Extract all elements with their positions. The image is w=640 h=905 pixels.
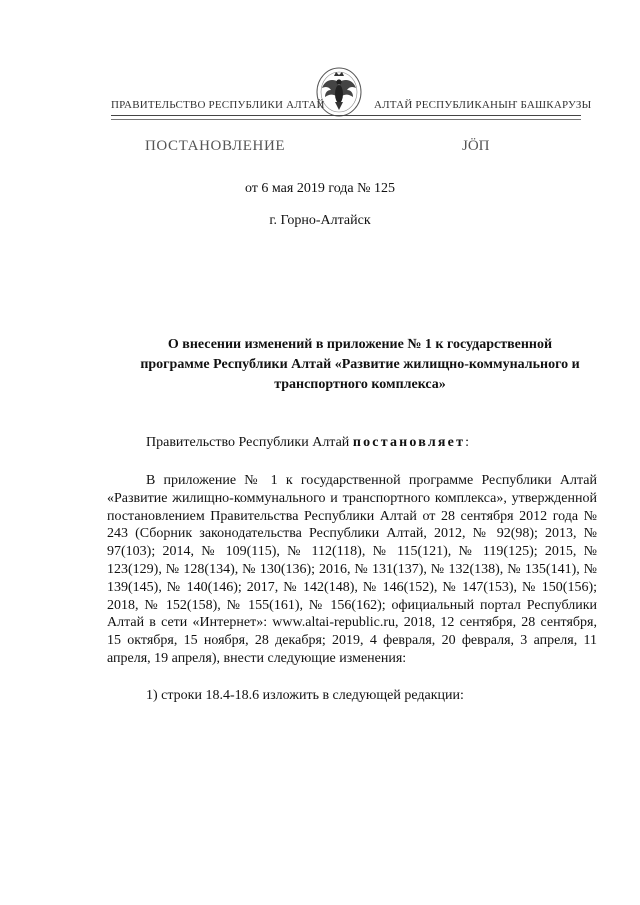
decree-city: г. Горно-Алтайск [269, 213, 371, 228]
amendment-item-1: 1) строки 18.4-18.6 изложить в следующей редакции: [146, 688, 464, 703]
title-line: транспортного комплекса» [274, 377, 446, 392]
resolution-suffix: : [465, 435, 470, 450]
title-line: программе Республики Алтай «Развитие жилищно-коммунального и [140, 357, 580, 372]
title-line: О внесении изменений в приложение № 1 к государственной [167, 337, 553, 352]
decree-date: от 6 мая 2019 года № 125 [244, 181, 396, 196]
header-rule-thin [111, 119, 581, 120]
decree-label-alt: ЈӦП [462, 138, 490, 154]
resolution-verb: постановляет [352, 435, 466, 450]
body-text [107, 472, 597, 668]
decree-label-ru: ПОСТАНОВЛЕНИЕ [145, 138, 286, 154]
resolution-statement [146, 435, 469, 451]
government-name-alt: АЛТАЙ РЕСПУБЛИКАНЫҤ БАШКАРУЗЫ [374, 99, 592, 111]
header-rule [111, 115, 581, 116]
body-paragraph: В приложение № 1 к государственной программе Республики Алтай «Развитие жилищно-коммунального и транспортного комплекса», утвержденной постановлением Правительства Республики Алтай от 28 сентября 2012 года № 243 (Сборник законодательства Республики Алтай, 2012, № 92(98); 2013, № 97(103); 2014, № 109(115), № 112(118), № 115(121), № 119(125); 2015, № 123(129), № 128(134), № 130(136); 2016, № 131(137), № 132(138), № 135(141), № 139(145), № 140(146); 2017, № 142(148), № 146(152), № 147(153), № 150(156); 2018, № 152(158), № 155(161), № 156(162); официальный портал Республики Алтай в сети «Интернет»: www.altai-republic.ru, 2018, 12 сентября, 28 сентября, 15 октября, 15 ноября, 28 декабря; 2019, 4 февраля, 20 февраля, 3 апреля, 11 апреля, 19 апреля), внести следующие изменения: [107, 473, 597, 666]
resolution-prefix: Правительство Республики Алтай [146, 435, 353, 450]
government-name-ru: ПРАВИТЕЛЬСТВО РЕСПУБЛИКИ АЛТАЙ [111, 99, 325, 111]
document-title [140, 335, 580, 395]
